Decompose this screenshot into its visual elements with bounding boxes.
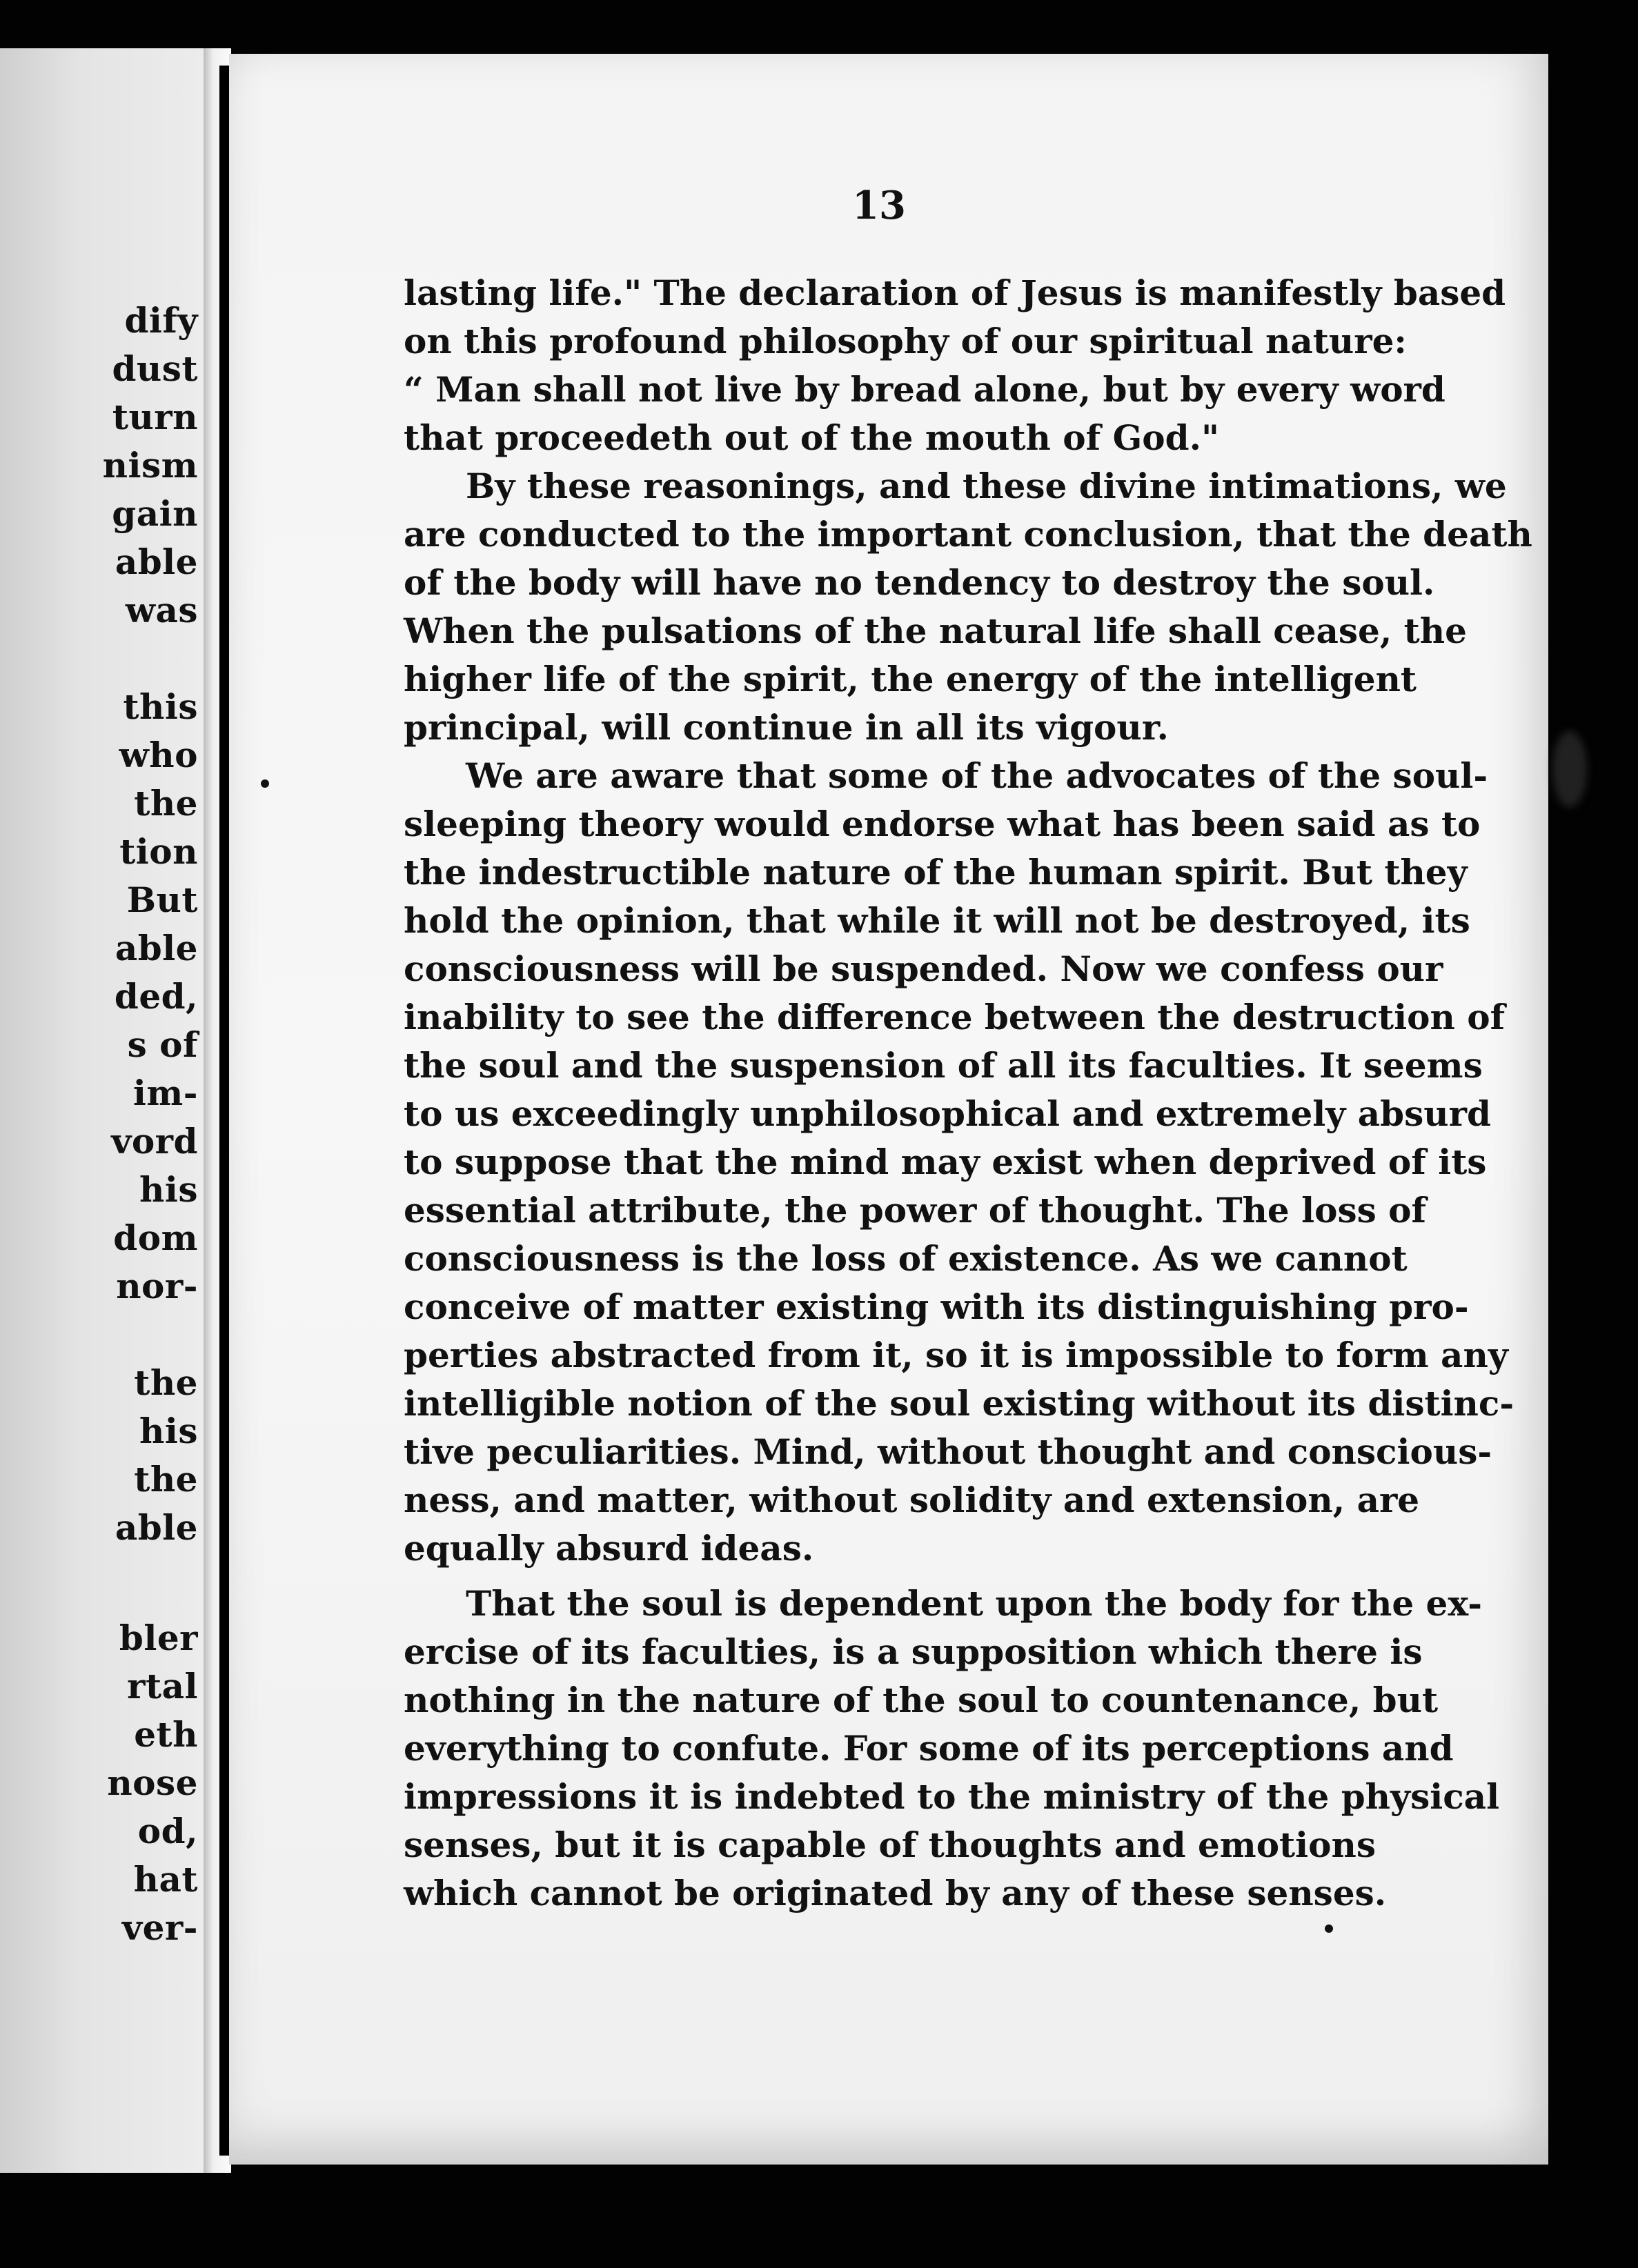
text-line: ercise of its faculties, is a supposition which there is (404, 1631, 1423, 1672)
text-line: are conducted to the important conclusion, that the death (404, 514, 1532, 555)
facing-page-fragment: ded, (114, 976, 198, 1017)
spine-shadow (219, 66, 229, 2156)
facing-page-fragment: But (126, 879, 198, 920)
text-line: consciousness is the loss of existence. As we cannot (404, 1238, 1408, 1279)
facing-page-fragment: this (123, 686, 198, 727)
page-smudge (1552, 731, 1587, 807)
text-line: consciousness will be suspended. Now we confess our (404, 948, 1443, 989)
facing-page-fragment: s of (127, 1024, 198, 1065)
facing-page-fragment: was (125, 590, 198, 630)
facing-page-fragment: his (139, 1411, 198, 1451)
text-line: ness, and matter, without solidity and extension, are (404, 1480, 1420, 1520)
facing-page-fragment: dify (124, 300, 198, 341)
text-line: perties abstracted from it, so it is impossible to form any (404, 1335, 1508, 1375)
text-line: essential attribute, the power of thought. The loss of (404, 1190, 1427, 1231)
text-line: higher life of the spirit, the energy of the intelligent (404, 659, 1417, 699)
text-line: When the pulsations of the natural life shall cease, the (404, 610, 1467, 651)
text-line: to suppose that the mind may exist when deprived of its (404, 1142, 1487, 1182)
facing-page-fragment: able (115, 1507, 198, 1548)
ink-speck (261, 779, 269, 788)
text-line: everything to confute. For some of its perceptions and (404, 1728, 1454, 1769)
text-line: nothing in the nature of the soul to countenance, but (404, 1680, 1439, 1720)
facing-page-fragment: the (134, 1362, 198, 1403)
text-line: equally absurd ideas. (404, 1528, 814, 1569)
facing-page-fragment: nor- (116, 1266, 198, 1306)
text-line: sleeping theory would endorse what has been said as to (404, 804, 1481, 844)
text-line: impressions it is indebted to the ministry of the physical (404, 1776, 1500, 1817)
facing-page-fragment: who (119, 735, 198, 775)
text-line: to us exceedingly unphilosophical and extremely absurd (404, 1093, 1491, 1134)
text-line: principal, will continue in all its vigour. (404, 707, 1169, 748)
ink-speck (1325, 1924, 1333, 1933)
text-line: the soul and the suspension of all its faculties. It seems (404, 1045, 1483, 1086)
facing-page-fragment: gain (112, 493, 198, 534)
facing-page-fragment: nism (102, 445, 198, 486)
facing-page-fragment: od, (137, 1811, 198, 1851)
facing-page-fragment: dom (113, 1217, 198, 1258)
text-line: tive peculiarities. Mind, without thought and conscious- (404, 1431, 1492, 1472)
facing-page-fragment: bler (119, 1618, 198, 1658)
text-line: That the soul is dependent upon the body for the ex- (466, 1583, 1483, 1624)
facing-page-fragment: vord (111, 1121, 198, 1162)
facing-page-fragment: dust (112, 348, 198, 389)
facing-page-fragment: able (115, 541, 198, 582)
facing-page-fragment: im- (132, 1073, 198, 1113)
facing-page-fragment: ver- (122, 1907, 198, 1948)
text-line: on this profound philosophy of our spiritual nature: (404, 321, 1407, 361)
text-line: intelligible notion of the soul existing without its distinc- (404, 1383, 1514, 1424)
text-line: lasting life." The declaration of Jesus is manifestly based (404, 272, 1506, 313)
text-line: “ Man shall not live by bread alone, but by every word (404, 369, 1445, 410)
facing-page-fragment: his (139, 1169, 198, 1210)
facing-page-fragment: able (115, 928, 198, 968)
text-line: We are aware that some of the advocates of the soul- (466, 755, 1488, 796)
facing-page-fragment: hat (133, 1859, 198, 1900)
text-line: which cannot be originated by any of these senses. (404, 1873, 1387, 1913)
facing-page (0, 48, 204, 2173)
text-line: hold the opinion, that while it will not be destroyed, its (404, 900, 1470, 941)
facing-page-fragment: the (134, 1459, 198, 1500)
text-line: conceive of matter existing with its distinguishing pro- (404, 1286, 1469, 1327)
text-line: of the body will have no tendency to destroy the soul. (404, 562, 1435, 603)
text-line: inability to see the difference between the destruction of (404, 997, 1506, 1037)
facing-page-fragment: rtal (127, 1666, 198, 1707)
text-line: By these reasonings, and these divine intimations, we (466, 466, 1507, 506)
facing-page-fragment: tion (119, 831, 198, 872)
facing-page-fragment: the (134, 783, 198, 824)
text-line: senses, but it is capable of thoughts and emotions (404, 1824, 1376, 1865)
page-number: 13 (852, 183, 906, 228)
facing-page-fragment: nose (107, 1762, 198, 1803)
text-line: the indestructible nature of the human spirit. But they (404, 852, 1468, 893)
text-line: that proceedeth out of the mouth of God." (404, 417, 1220, 458)
facing-page-fragment: turn (112, 397, 198, 437)
facing-page-fragment: eth (134, 1714, 198, 1755)
